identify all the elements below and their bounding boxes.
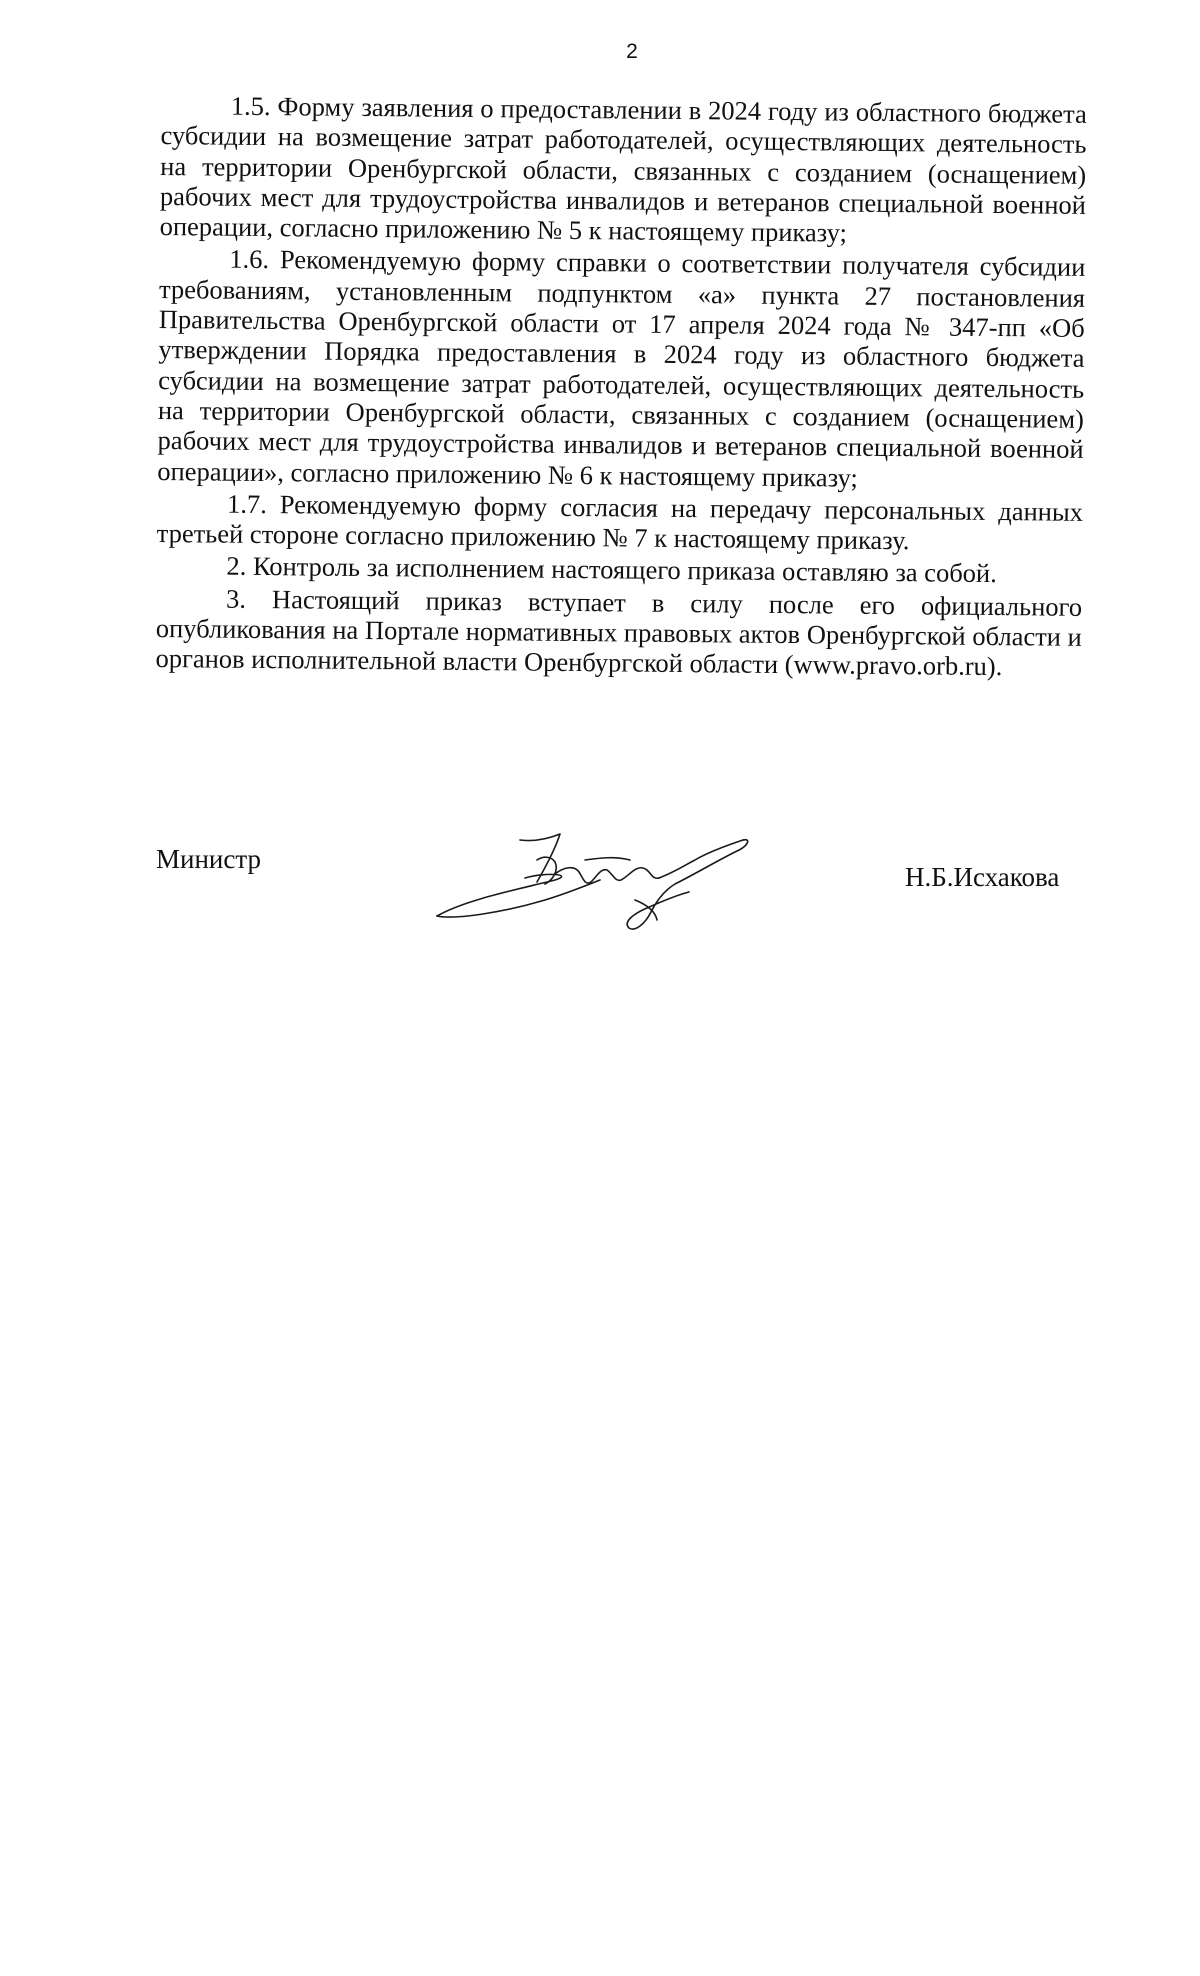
handwritten-signature [425, 820, 765, 940]
page-number: 2 [626, 40, 638, 63]
paragraph-2: 2. Контроль за исполнением настоящего приказа оставляю за собой. [226, 551, 997, 589]
paragraph-1-6: 1.6. Рекомендуемую форму справки о соответствии получателя субсидии требованиям, установленным подпунктом «а» пункта 27 постановления Правительства Оренбургской области от 17 апреля 2024 года № 347-пп «Об утверждении Порядка предоставления в 2024 году из областного бюджета субсидии на возмещение затрат работодателей, осуществляющих деятельность на территории Оренбургской области, связанных с созданием (оснащением) рабочих мест для трудоустройства инвалидов и ветеранов специальной военной операции», согласно приложению № 6 к настоящему приказу; [157, 244, 1086, 493]
signatory-name: Н.Б.Исхакова [905, 862, 1060, 892]
paragraph-3: 3. Настоящий приказ вступает в силу после его официального опубликования на Портале нормативных правовых актов Оренбургской области и органов исполнительной власти Оренбургской области (www.pravo.orb.ru). [155, 583, 1083, 682]
document-body [155, 90, 1087, 683]
paragraph-1-5: 1.5. Форму заявления о предоставлении в 2024 году из областного бюджета субсидии на возмещение затрат работодателей, осуществляющих деятельность на территории Оренбургской области, связанных с созданием (оснащением) рабочих мест для трудоустройства инвалидов и ветеранов специальной военной операции, согласно приложению № 5 к настоящему приказу; [159, 90, 1087, 248]
paragraph-1-7: 1.7. Рекомендуемую форму согласия на передачу персональных данных третьей стороне согласно приложению № 7 к настоящему приказу. [156, 488, 1084, 556]
signature-block [0, 820, 1200, 960]
signatory-title: Министр [156, 844, 261, 874]
